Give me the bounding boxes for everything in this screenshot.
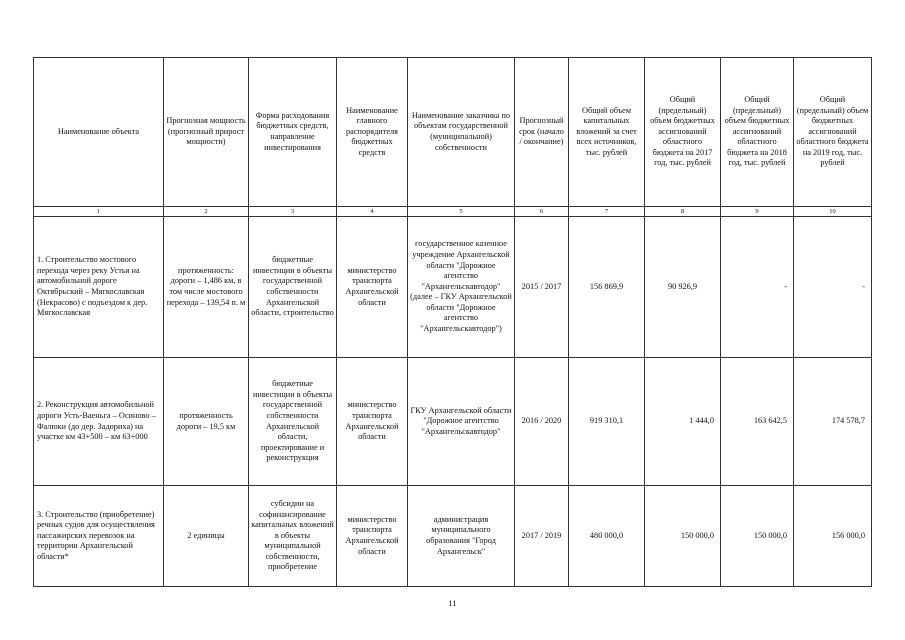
page-number: 11: [448, 598, 457, 608]
column-number: 2: [164, 207, 249, 217]
table-row: [34, 217, 872, 358]
column-number: 1: [34, 207, 164, 217]
header-budget-2017: Общий (предельный) объем бюджетных ассигнований областного бюджета на 2017 год, тыс. рублей: [645, 58, 721, 207]
funding-form-cell: бюджетные инвестиции в объекты государственной собственности Архангельской области, проектирование и реконструкция: [249, 358, 337, 486]
administrator-cell: министерство транспорта Архангельской области: [337, 486, 408, 587]
header-budget-2018: Общий (предельный) объем бюджетных ассигнований областного бюджета на 2018 год, тыс. рублей: [721, 58, 794, 207]
administrator-cell: министерство транспорта Архангельской области: [337, 217, 408, 358]
customer-cell: администрация муниципального образования "Город Архангельск": [408, 486, 515, 587]
header-object-name: Наименование объекта: [34, 58, 164, 207]
object-name-cell: 3. Строительство (приобретение) речных судов для осуществления пассажирских перевозок на территории Архангельской области*: [34, 486, 164, 587]
header-total-investment: Общий объем капитальных вложений за счет всех источников, тыс. рублей: [569, 58, 645, 207]
column-number: 4: [337, 207, 408, 217]
table-row: [34, 358, 872, 486]
capacity-cell: 2 единицы: [164, 486, 249, 587]
capacity-cell: протяженность дороги – 19,5 км: [164, 358, 249, 486]
funding-form-cell: бюджетные инвестиции в объекты государственной собственности Архангельской области, строительство: [249, 217, 337, 358]
budget-2019-cell: 156 000,0: [794, 486, 872, 587]
budget-2019-cell: -: [794, 217, 872, 358]
header-row: [34, 58, 872, 207]
header-administrator: Наименование главного распорядителя бюджетных средств: [337, 58, 408, 207]
capacity-cell: протяженность: дороги – 1,486 км, в том числе мостового перехода – 139,54 п. м: [164, 217, 249, 358]
investment-table: [33, 57, 872, 587]
budget-2017-cell: 90 926,9: [645, 217, 721, 358]
budget-2017-cell: 150 000,0: [645, 486, 721, 587]
customer-cell: государственное казенное учреждение Архангельской области "Дорожное агентство "Архангельскавтодор" (далее – ГКУ Архангельской области "Дорожное агентство "Архангельскавтодор"): [408, 217, 515, 358]
administrator-cell: министерство транспорта Архангельской области: [337, 358, 408, 486]
column-number-row: [34, 207, 872, 217]
total-cell: 480 000,0: [569, 486, 645, 587]
term-cell: 2015 / 2017: [515, 217, 569, 358]
column-number: 10: [794, 207, 872, 217]
budget-2018-cell: 150 000,0: [721, 486, 794, 587]
funding-form-cell: субсидии на софинансирование капитальных вложений в объекты муниципальной собственности, приобретение: [249, 486, 337, 587]
column-number: 6: [515, 207, 569, 217]
budget-2019-cell: 174 578,7: [794, 358, 872, 486]
budget-2018-cell: -: [721, 217, 794, 358]
total-cell: 156 869,9: [569, 217, 645, 358]
column-number: 8: [645, 207, 721, 217]
header-funding-form: Форма расходования бюджетных средств, направление инвестирования: [249, 58, 337, 207]
column-number: 5: [408, 207, 515, 217]
object-name-cell: 2. Реконструкция автомобильной дороги Усть-Ваеньга – Осиново – Фалюки (до дер. Задориха) на участке км 43+500 – км 63+000: [34, 358, 164, 486]
total-cell: 919 310,1: [569, 358, 645, 486]
term-cell: 2017 / 2019: [515, 486, 569, 587]
object-name-cell: 1. Строительство мостового перехода через реку Устья на автомобильной дороге Октябрьский – Мягкославская (Некрасово) с подъездом к дер. Мягкославская: [34, 217, 164, 358]
header-customer: Наименование заказчика по объектам государственной (муниципальной) собственности: [408, 58, 515, 207]
customer-cell: ГКУ Архангельской области "Дорожное агентство "Архангельскавтодор": [408, 358, 515, 486]
column-number: 7: [569, 207, 645, 217]
header-budget-2019: Общий (предельный) объем бюджетных ассигнований областного бюджета на 2019 год, тыс. рублей: [794, 58, 872, 207]
header-capacity: Прогнозная мощность (прогнозный прирост мощности): [164, 58, 249, 207]
budget-2018-cell: 163 642,5: [721, 358, 794, 486]
term-cell: 2016 / 2020: [515, 358, 569, 486]
column-number: 9: [721, 207, 794, 217]
table-row: [34, 486, 872, 587]
header-term: Прогнозный срок (начало / окончание): [515, 58, 569, 207]
budget-2017-cell: 1 444,0: [645, 358, 721, 486]
column-number: 3: [249, 207, 337, 217]
